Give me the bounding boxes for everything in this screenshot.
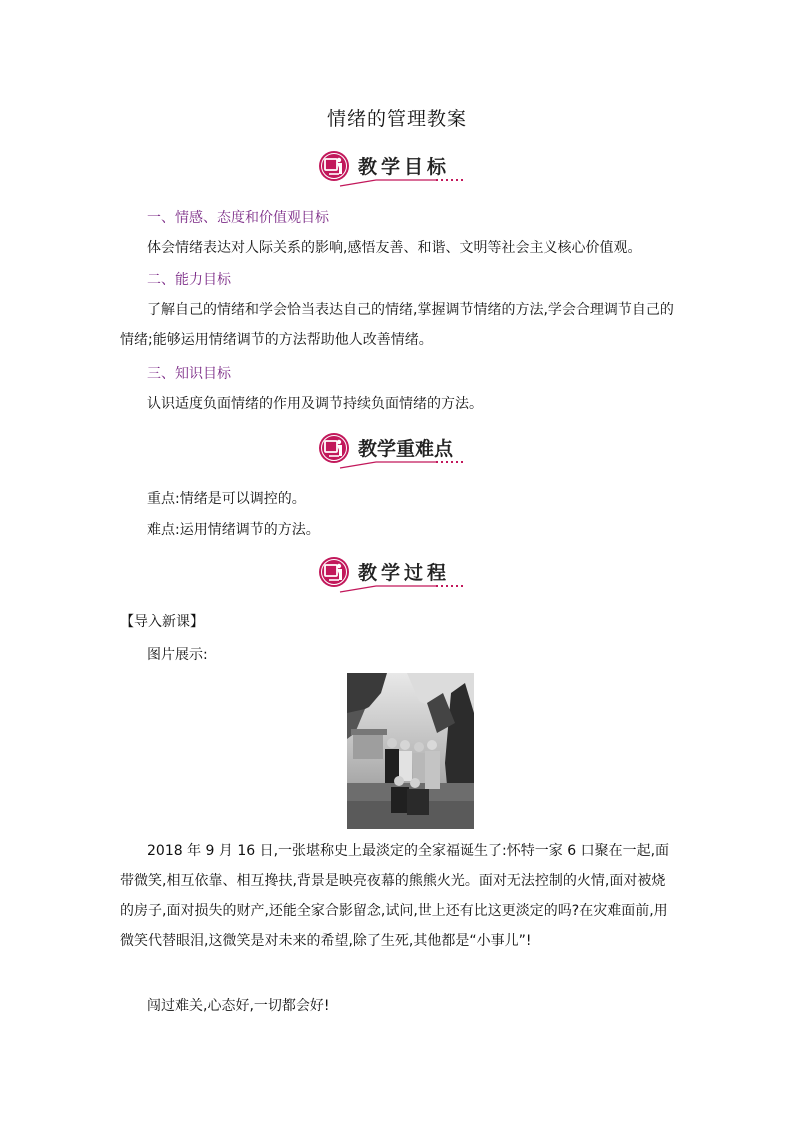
goal-subtitle-knowledge: 三、知识目标 [147,366,231,382]
key-point-focus: 重点:情绪是可以调控的。 [147,491,306,507]
section-heading-goals [318,150,468,194]
image-caption: 图片展示: [147,647,208,663]
story-paragraph: 2018 年 9 月 16 日,一张堪称史上最淡定的全家福诞生了:怀特一家 6 口聚在一起,面带微笑,相互依靠、相互搀扶,背景是映亮夜幕的熊熊火光。面对无法控制的火情,面对被烧的房子,面对损失的财产,还能全家合影留念,试问,世上还有比这更淡定的吗?在灾难面前,用微笑代替眼泪,这微笑是对未来的希望,除了生死,其他都是“小事儿”! [120,843,670,949]
section-title: 教学过程 [358,562,451,584]
page-title: 情绪的管理教案 [326,108,467,130]
section-title: 教学重难点 [358,438,454,460]
section-heading-process [318,556,468,600]
section-heading-key-points [318,432,468,476]
intro-label: 【导入新课】 [120,614,204,630]
key-point-difficulty: 难点:运用情绪调节的方法。 [147,522,320,538]
goal-text-knowledge: 认识适度负面情绪的作用及调节持续负面情绪的方法。 [147,396,483,412]
goal-text-ability: 了解自己的情绪和学会恰当表达自己的情绪,掌握调节情绪的方法,学会合理调节自己的情绪;能够运用情绪调节的方法帮助他人改善情绪。 [120,302,674,348]
goal-subtitle-ability: 二、能力目标 [147,272,231,288]
section-title: 教学目标 [358,156,451,178]
closing-line: 闯过难关,心态好,一切都会好! [147,998,330,1014]
goal-text-attitude: 体会情绪表达对人际关系的影响,感悟友善、和谐、文明等社会主义核心价值观。 [147,240,642,256]
goal-subtitle-attitude: 一、情感、态度和价值观目标 [147,210,329,226]
family-photo [347,673,474,829]
